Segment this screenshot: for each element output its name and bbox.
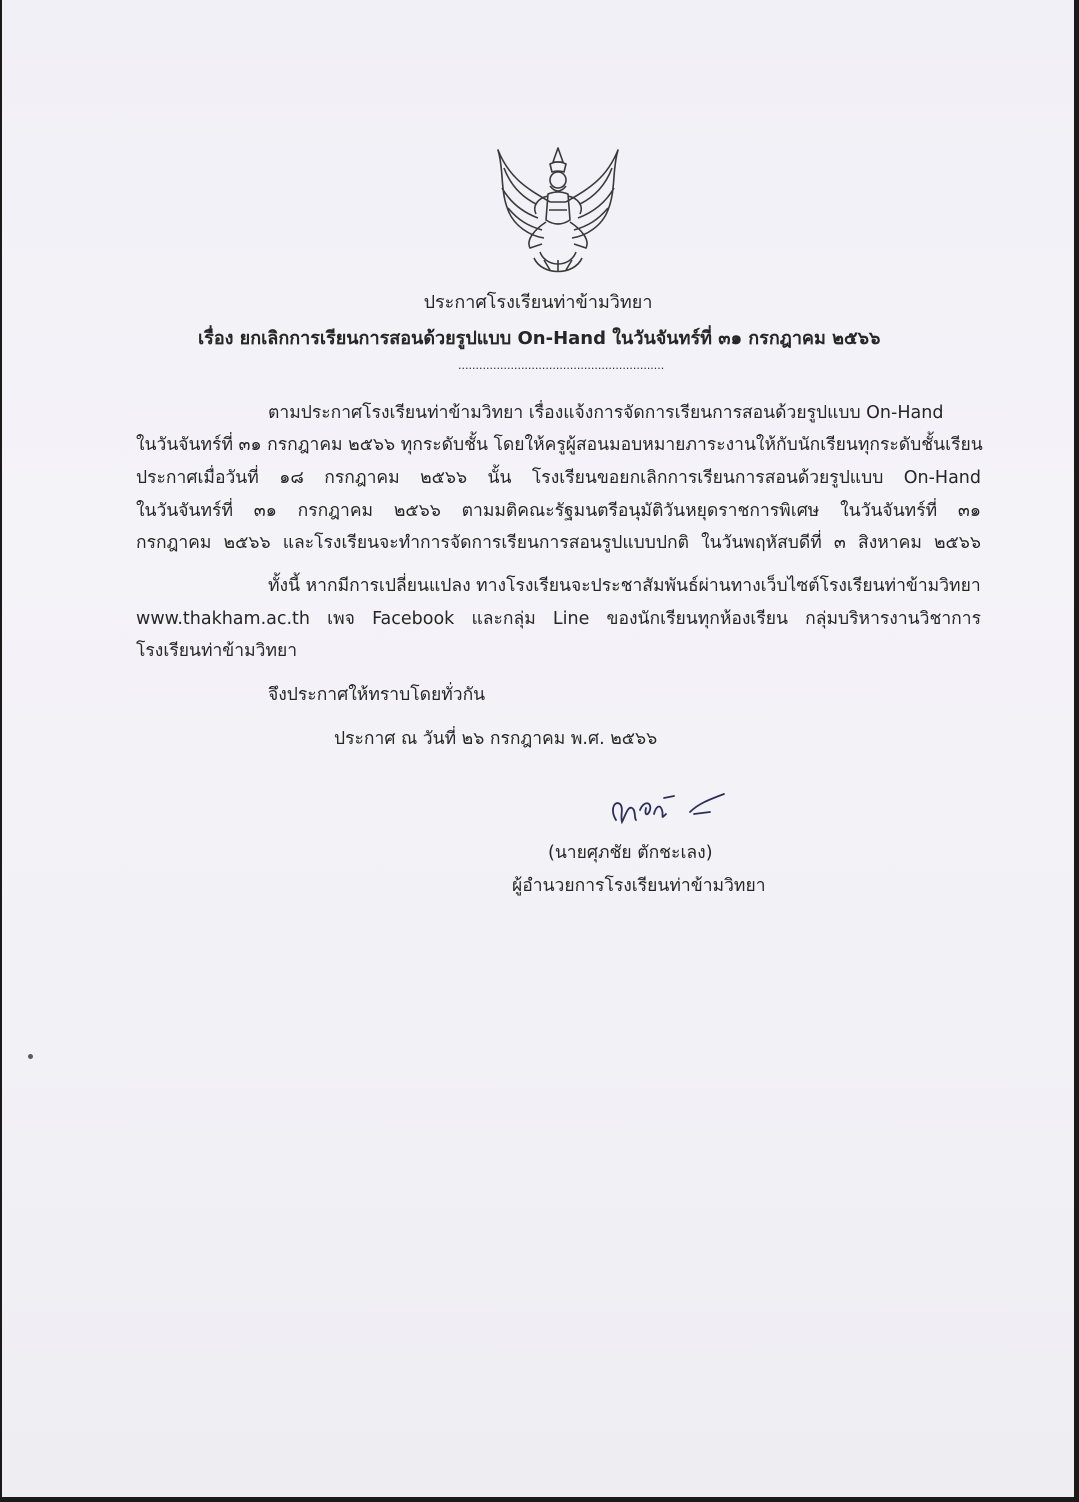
announcement-title: ประกาศโรงเรียนท่าข้ามวิทยา bbox=[423, 292, 653, 313]
body-line: ตามประกาศโรงเรียนท่าข้ามวิทยา เรื่องแจ้งการจัดการเรียนการสอนด้วยรูปแบบ On-Hand bbox=[268, 403, 944, 423]
separator-line: ........................................................... bbox=[458, 359, 665, 372]
announcement-subject: เรื่อง ยกเลิกการเรียนการสอนด้วยรูปแบบ On-Hand ในวันจันทร์ที่ ๓๑ กรกฎาคม ๒๕๖๖ bbox=[198, 328, 881, 349]
signer-position: ผู้อำนวยการโรงเรียนท่าข้ามวิทยา bbox=[512, 876, 766, 896]
body-line: โรงเรียนท่าข้ามวิทยา bbox=[136, 641, 298, 661]
body-line: ในวันจันทร์ที่ ๓๑ กรกฎาคม ๒๕๖๖ ตามมติคณะรัฐมนตรีอนุมัติวันหยุดราชการพิเศษ ในวันจันทร์ที่ ๓๑ bbox=[136, 501, 981, 521]
body-line: ประกาศเมื่อวันที่ ๑๘ กรกฎาคม ๒๕๖๖ นั้น โรงเรียนขอยกเลิกการเรียนการสอนด้วยรูปแบบ On-Hand bbox=[136, 468, 981, 488]
body-line: ในวันจันทร์ที่ ๓๑ กรกฎาคม ๒๕๖๖ ทุกระดับชั้น โดยให้ครูผู้สอนมอบหมายภาระงานให้กับนักเรียนทุกระดับชั้นเรียน bbox=[136, 435, 983, 455]
body-line: ทั้งนี้ หากมีการเปลี่ยนแปลง ทางโรงเรียนจะประชาสัมพันธ์ผ่านทางเว็บไซต์โรงเรียนท่าข้ามวิทยา bbox=[268, 576, 981, 596]
announcement-date: ประกาศ ณ วันที่ ๒๖ กรกฎาคม พ.ศ. ๒๕๖๖ bbox=[334, 729, 658, 749]
signer-name: (นายศุภชัย ตักชะเลง) bbox=[548, 843, 713, 863]
closing-statement: จึงประกาศให้ทราบโดยทั่วกัน bbox=[268, 685, 486, 705]
garuda-emblem-icon bbox=[490, 140, 626, 282]
body-line: กรกฎาคม ๒๕๖๖ และโรงเรียนจะทำการจัดการเรียนการสอนรูปแบบปกติ ในวันพฤหัสบดีที่ ๓ สิงหาคม ๒๕๖๖ bbox=[136, 533, 981, 553]
signature-icon bbox=[594, 770, 734, 830]
document-page bbox=[2, 0, 1074, 1497]
body-line: www.thakham.ac.th เพจ Facebook และกลุ่ม Line ของนักเรียนทุกห้องเรียน กลุ่มบริหารงานวิชาการ bbox=[136, 609, 981, 629]
paper-speck bbox=[28, 1054, 33, 1059]
